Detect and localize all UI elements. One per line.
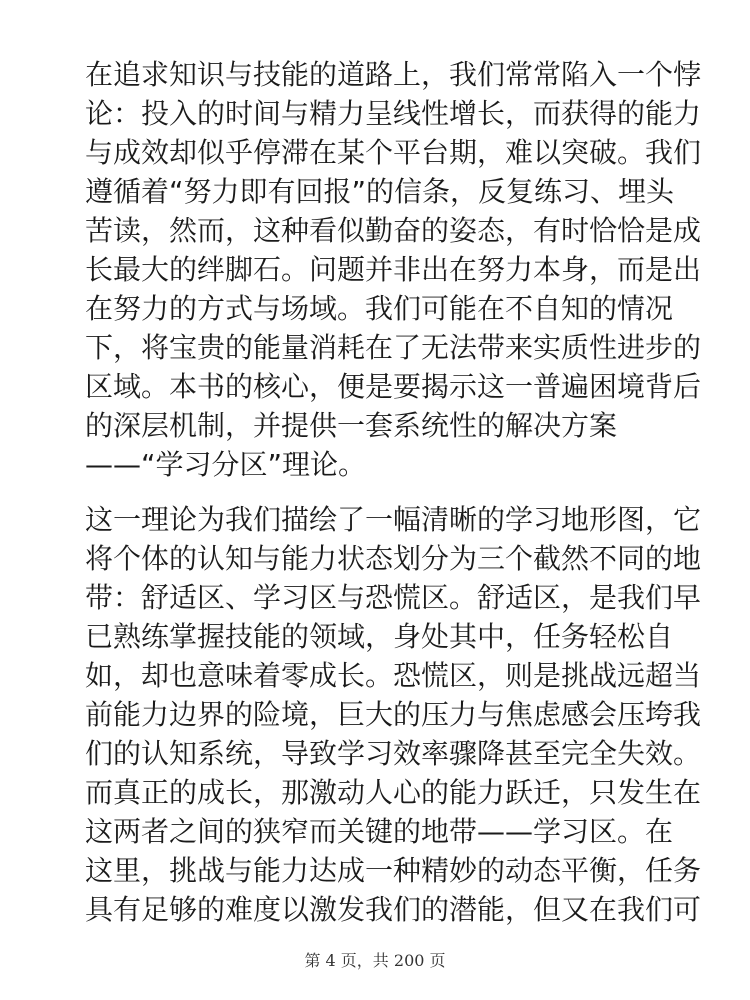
text-line: 已熟练掌握技能的领域，身处其中，任务轻松自 bbox=[85, 620, 674, 653]
text-line: 长最大的绊脚石。问题并非出在努力本身，而是出 bbox=[85, 253, 702, 286]
text-line: 带：舒适区、学习区与恐慌区。舒适区，是我们早 bbox=[85, 581, 702, 614]
page-number-footer: 第 4 页，共 200 页 bbox=[304, 951, 446, 970]
text-line: ——“学习分区”理论。 bbox=[85, 448, 367, 481]
text-line: 下，将宝贵的能量消耗在了无法带来实质性进步的 bbox=[85, 331, 702, 364]
text-line: 的深层机制，并提供一套系统性的解决方案 bbox=[85, 409, 618, 442]
text-line: 论：投入的时间与精力呈线性增长，而获得的能力 bbox=[85, 97, 702, 130]
text-line: 们的认知系统，导致学习效率骤降甚至完全失效。 bbox=[85, 737, 702, 770]
text-line: 具有足够的难度以激发我们的潜能，但又在我们可 bbox=[85, 893, 702, 926]
text-line: 这里，挑战与能力达成一种精妙的动态平衡，任务 bbox=[85, 854, 702, 887]
text-line: 在努力的方式与场域。我们可能在不自知的情况 bbox=[85, 292, 674, 325]
text-line: 与成效却似乎停滞在某个平台期，难以突破。我们 bbox=[85, 136, 702, 169]
text-line: 将个体的认知与能力状态划分为三个截然不同的地 bbox=[85, 542, 702, 575]
text-line: 苦读，然而，这种看似勤奋的姿态，有时恰恰是成 bbox=[85, 214, 702, 247]
text-line: 在追求知识与技能的道路上，我们常常陷入一个悖 bbox=[85, 58, 702, 91]
text-line: 区域。本书的核心，便是要揭示这一普遍困境背后 bbox=[85, 370, 702, 403]
text-line: 遵循着“努力即有回报”的信条，反复练习、埋头 bbox=[85, 175, 675, 208]
text-line: 这一理论为我们描绘了一幅清晰的学习地形图，它 bbox=[85, 503, 702, 536]
text-line: 而真正的成长，那激动人心的能力跃迁，只发生在 bbox=[85, 776, 702, 809]
text-line: 前能力边界的险境，巨大的压力与焦虑感会压垮我 bbox=[85, 698, 702, 731]
text-line: 这两者之间的狭窄而关键的地带——学习区。在 bbox=[85, 815, 674, 848]
text-line: 如，却也意味着零成长。恐慌区，则是挑战远超当 bbox=[85, 659, 702, 692]
